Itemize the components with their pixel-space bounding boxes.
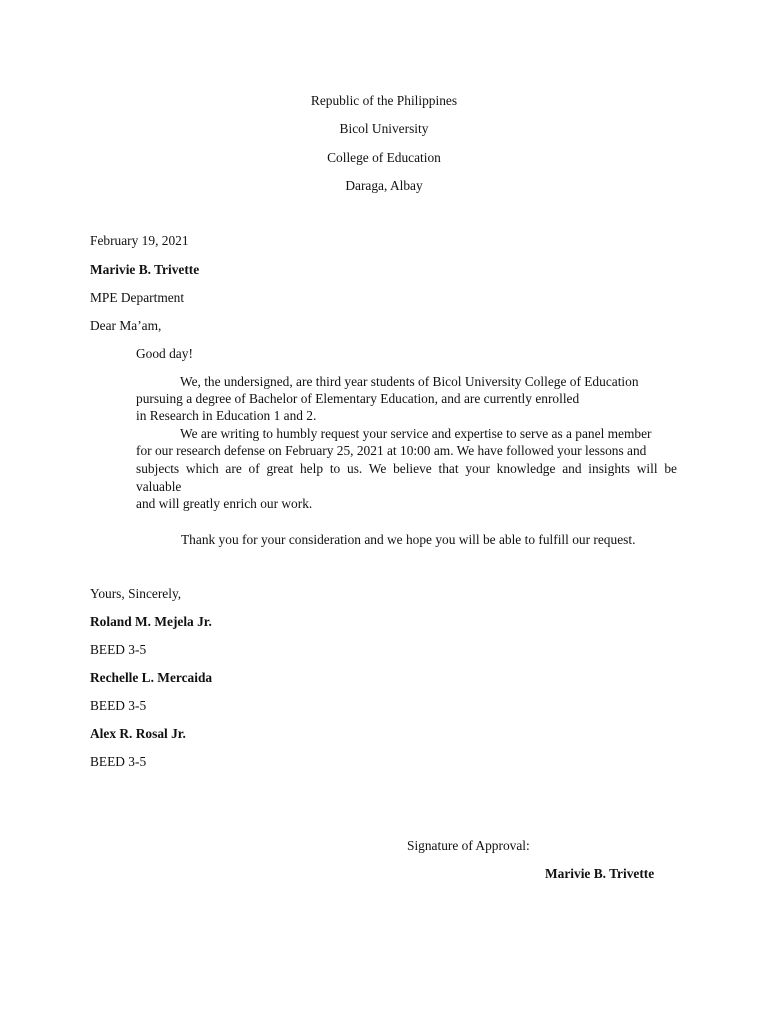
paragraph-2-line-1: We are writing to humbly request your service and expertise to serve as a panel member [180, 426, 652, 441]
signatory-name: Roland M. Mejela Jr. [90, 614, 212, 629]
approval-label: Signature of Approval: [407, 838, 530, 853]
thanks-line: Thank you for your consideration and we hope you will be able to fulfill our request. [181, 532, 636, 547]
recipient-department: MPE Department [90, 290, 185, 305]
signatory-name: Rechelle L. Mercaida [90, 670, 213, 685]
signatory-name: Alex R. Rosal Jr. [90, 726, 186, 741]
greeting: Good day! [136, 346, 193, 361]
recipient-name: Marivie B. Trivette [90, 262, 200, 277]
letter-date: February 19, 2021 [90, 233, 189, 248]
header-country: Republic of the Philippines [310, 93, 458, 108]
signatory-section: BEED 3-5 [90, 754, 147, 769]
signatory-section: BEED 3-5 [90, 698, 147, 713]
closing: Yours, Sincerely, [90, 586, 182, 601]
salutation: Dear Ma’am, [90, 318, 162, 333]
header-university: Bicol University [339, 121, 429, 136]
paragraph-1-line-1: We, the undersigned, are third year students of Bicol University College of Education [180, 374, 639, 389]
paragraph-2-line-3-text: subjects which are of great help to us. We believe that your knowledge and insights will be [136, 461, 677, 476]
paragraph-1-line-3: in Research in Education 1 and 2. [136, 408, 317, 423]
paragraph-2-line-4: valuable [136, 479, 182, 494]
signatory-section: BEED 3-5 [90, 642, 147, 657]
header-college: College of Education [327, 150, 441, 165]
header-location: Daraga, Albay [345, 178, 423, 193]
paragraph-2-line-2: for our research defense on February 25, 2021 at 10:00 am. We have followed your lessons and [136, 443, 647, 458]
paragraph-1-line-2: pursuing a degree of Bachelor of Elementary Education, and are currently enrolled [136, 391, 580, 406]
paragraph-2-line-5: and will greatly enrich our work. [136, 496, 313, 511]
approver-name: Marivie B. Trivette [545, 866, 655, 881]
paragraph-2-line-3 [136, 460, 677, 477]
